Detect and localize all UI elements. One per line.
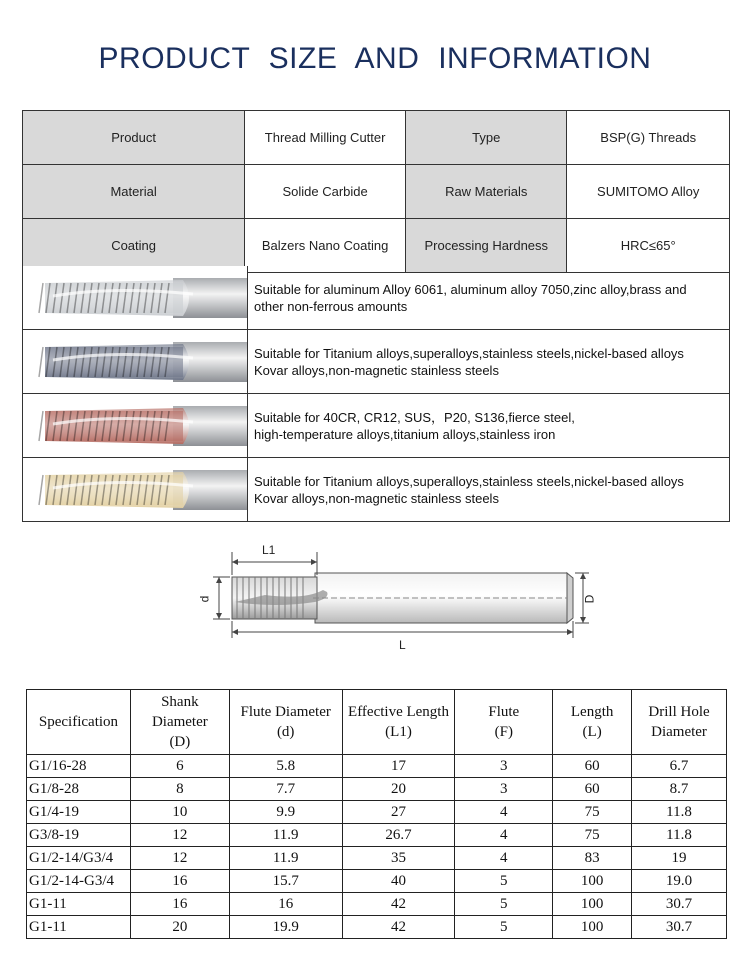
spec-header-cell [130, 690, 229, 755]
table-row [27, 824, 727, 847]
table-cell: 10 [130, 801, 229, 824]
table-cell: 19.9 [229, 916, 342, 939]
cutter-image [23, 458, 248, 521]
table-cell: 20 [130, 916, 229, 939]
tool-variants-list [22, 266, 730, 522]
tool-description-line: Suitable for Titanium alloys,superalloys,stainless steels,nickel-based alloys [254, 345, 684, 361]
table-cell: 5 [455, 916, 553, 939]
table-row [27, 916, 727, 939]
table-cell: 42 [342, 916, 455, 939]
tool-description-line: Kovar alloys,non-magnetic stainless steels [254, 362, 499, 378]
info-value-cell: SUMITOMO Alloy [567, 165, 730, 219]
table-cell: 30.7 [632, 893, 727, 916]
cutter-dimension-diagram [195, 540, 595, 655]
spec-header-line: Effective Length [348, 704, 449, 720]
specification-table [26, 689, 727, 939]
info-label-cell: Coating [23, 219, 245, 273]
table-cell: 15.7 [229, 870, 342, 893]
info-value-cell: Solide Carbide [245, 165, 406, 219]
table-cell: 16 [130, 870, 229, 893]
table-cell: 100 [553, 893, 632, 916]
tool-variant-row [22, 330, 730, 394]
table-cell: 83 [553, 847, 632, 870]
table-cell: 11.8 [632, 801, 727, 824]
table-cell: 7.7 [229, 778, 342, 801]
table-cell: 75 [553, 824, 632, 847]
tool-description-line: other non-ferrous amounts [254, 298, 408, 314]
table-cell: 12 [130, 847, 229, 870]
info-label-cell: Raw Materials [406, 165, 567, 219]
table-cell: 100 [553, 870, 632, 893]
tool-description [248, 266, 729, 329]
table-row [27, 801, 727, 824]
spec-header-cell [553, 690, 632, 755]
info-label-cell: Type [406, 111, 567, 165]
info-row [23, 219, 730, 273]
spec-header-line: Specification [38, 714, 119, 730]
table-cell: 16 [229, 893, 342, 916]
spec-header-line: Drill Hole [648, 704, 710, 720]
table-cell: 60 [553, 778, 632, 801]
table-row [27, 847, 727, 870]
table-row [27, 755, 727, 778]
dim-label-shank-d: D [582, 594, 597, 604]
table-cell: 42 [342, 893, 455, 916]
tool-description [248, 458, 729, 521]
table-cell: 40 [342, 870, 455, 893]
spec-header-cell [455, 690, 553, 755]
table-cell: 11.9 [229, 824, 342, 847]
table-cell: 3 [455, 755, 553, 778]
table-cell: G1/8-28 [27, 778, 131, 801]
table-cell: 11.9 [229, 847, 342, 870]
table-cell: 8.7 [632, 778, 727, 801]
table-cell: 17 [342, 755, 455, 778]
info-row [23, 165, 730, 219]
info-label-cell: Product [23, 111, 245, 165]
spec-header-line: Shank [161, 694, 199, 710]
table-cell: 6 [130, 755, 229, 778]
cutter-image [23, 330, 248, 393]
table-cell: 26.7 [342, 824, 455, 847]
info-value-cell: HRC≤65° [567, 219, 730, 273]
spec-header-line: (F) [494, 724, 513, 740]
table-cell: 100 [553, 916, 632, 939]
spec-header-line: Diameter [151, 714, 208, 730]
product-info-table [22, 110, 730, 273]
table-cell: 16 [130, 893, 229, 916]
cutter-image [23, 394, 248, 457]
table-cell: 12 [130, 824, 229, 847]
table-cell: 30.7 [632, 916, 727, 939]
table-cell: 6.7 [632, 755, 727, 778]
tool-description-line: Kovar alloys,non-magnetic stainless steels [254, 490, 499, 506]
tool-description [248, 330, 729, 393]
table-cell: G1/2-14-G3/4 [27, 870, 131, 893]
table-cell: 3 [455, 778, 553, 801]
table-cell: 9.9 [229, 801, 342, 824]
spec-header-line: Diameter [651, 724, 707, 740]
dim-label-d: d [197, 595, 212, 603]
table-cell: 4 [455, 824, 553, 847]
table-row [27, 893, 727, 916]
info-label-cell: Material [23, 165, 245, 219]
table-cell: 4 [455, 801, 553, 824]
table-cell: 8 [130, 778, 229, 801]
table-cell: 20 [342, 778, 455, 801]
info-value-cell: Thread Milling Cutter [245, 111, 406, 165]
tool-description-line: high-temperature alloys,titanium alloys,stainless iron [254, 426, 556, 442]
table-cell: G3/8-19 [27, 824, 131, 847]
tool-description-line: Suitable for Titanium alloys,superalloys,stainless steels,nickel-based alloys [254, 473, 684, 489]
tool-description-line: Suitable for aluminum Alloy 6061, aluminum alloy 7050,zinc alloy,brass and [254, 281, 687, 297]
table-cell: G1/16-28 [27, 755, 131, 778]
table-cell: 5 [455, 893, 553, 916]
spec-header-line: Flute [488, 704, 520, 720]
dim-label-length: L [399, 638, 406, 652]
tool-variant-row [22, 266, 730, 330]
spec-header-line: Flute Diameter [240, 704, 331, 720]
spec-header-cell [632, 690, 727, 755]
spec-header-cell [229, 690, 342, 755]
tool-variant-row [22, 394, 730, 458]
table-row [27, 778, 727, 801]
info-value-cell: BSP(G) Threads [567, 111, 730, 165]
spec-header-cell [342, 690, 455, 755]
table-cell: 19.0 [632, 870, 727, 893]
table-cell: 19 [632, 847, 727, 870]
spec-header-line: (d) [276, 724, 295, 740]
table-cell: 27 [342, 801, 455, 824]
dim-label-l1: L1 [262, 543, 276, 557]
table-cell: G1/2-14/G3/4 [27, 847, 131, 870]
table-cell: 4 [455, 847, 553, 870]
table-cell: 5 [455, 870, 553, 893]
spec-header-line: (L1) [385, 724, 412, 740]
spec-header-cell [27, 690, 131, 755]
tool-variant-row [22, 458, 730, 522]
info-value-cell: Balzers Nano Coating [245, 219, 406, 273]
table-cell: 75 [553, 801, 632, 824]
spec-header-line: (L) [582, 724, 602, 740]
table-cell: 11.8 [632, 824, 727, 847]
info-label-cell: Processing Hardness [406, 219, 567, 273]
table-cell: 35 [342, 847, 455, 870]
table-cell: 5.8 [229, 755, 342, 778]
table-cell: G1-11 [27, 916, 131, 939]
table-cell: G1/4-19 [27, 801, 131, 824]
spec-header-line: Length [570, 704, 614, 720]
spec-header-line: (D) [169, 734, 191, 750]
page-title: PRODUCT SIZE AND INFORMATION [98, 42, 652, 75]
table-cell: 60 [553, 755, 632, 778]
info-row [23, 111, 730, 165]
cutter-image [23, 266, 248, 329]
tool-description [248, 394, 729, 457]
table-cell: G1-11 [27, 893, 131, 916]
tool-description-line: Suitable for 40CR, CR12, SUS，P20, S136,fierce steel, [254, 409, 575, 425]
table-row [27, 870, 727, 893]
cutter-drawing [195, 540, 595, 655]
